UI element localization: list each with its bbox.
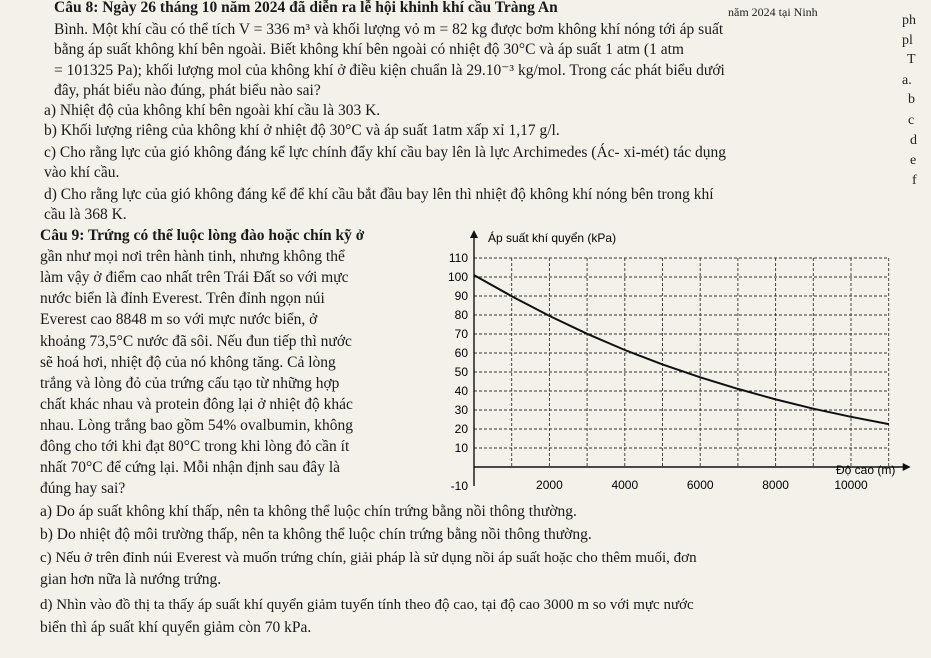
q9-option-d-cont: biển thì áp suất khí quyển giảm còn 70 kPa.: [40, 619, 312, 636]
y-tick-label: 110: [448, 251, 468, 265]
q8-line-3: = 101325 Pa); khối lượng mol của không khí ở điều kiện chuẩn là 29.10⁻³ kg/mol. Trong các phát biểu dưới: [54, 62, 725, 79]
q8-line-2: bằng áp suất không khí bên ngoài. Biết không khí bên ngoài có nhiệt độ 30°C và áp suất 1 atm (1 atm: [54, 41, 684, 58]
edge-letter: T: [907, 52, 916, 67]
edge-top-fragment: năm 2024 tại Ninh: [728, 5, 818, 19]
y-tick-label: 70: [454, 327, 468, 341]
x-axis-arrow: [903, 463, 911, 471]
q9-line-10: đông cho tới khi đạt 80°C trong khi lòng đỏ cần ít: [40, 438, 350, 455]
q8-line-1: Bình. Một khí cầu có thể tích V = 336 m³ và khối lượng vỏ m = 82 kg được bơm không khí nóng tới áp suất: [54, 21, 724, 38]
q9-line-11: nhất 70°C để cứng lại. Mỗi nhận định sau đây là: [40, 459, 341, 476]
y-tick-label: 50: [454, 365, 468, 379]
y-tick-label: 40: [454, 384, 468, 398]
q9-line-9: nhau. Lòng trắng bao gồm 54% ovalbumin, không: [40, 417, 353, 434]
q9-line-2: làm vậy ở điểm cao nhất trên Trái Đất so với mực: [40, 269, 349, 286]
q9-line-6: sẽ hoá hơi, nhiệt độ của nó không tăng. Cả lòng: [40, 354, 336, 371]
y-tick-label: 30: [454, 403, 468, 417]
edge-letter: ph: [902, 13, 916, 28]
q8-option-c-cont: vào khí cầu.: [44, 164, 120, 181]
x-tick-label: 2000: [536, 478, 563, 492]
x-tick-label: 8000: [762, 478, 789, 492]
chart-grid: [474, 258, 889, 467]
y-tick-label: 20: [454, 422, 468, 436]
edge-letter: a.: [902, 73, 912, 88]
q8-option-c: c) Cho rằng lực của gió không đáng kể lực chính đẩy khí cầu bay lên là lực Archimedes (Ác- xi-mét) tác dụng: [44, 144, 727, 161]
q9-line-8: chất khác nhau và protein đông lại ở nhiệt độ khác: [40, 396, 353, 413]
q8-option-d-cont: cầu là 368 K.: [44, 206, 127, 223]
chart-xlabel: Độ cao (m): [836, 463, 896, 477]
x-tick-label: 4000: [611, 478, 639, 492]
q9-option-d: d) Nhìn vào đồ thị ta thấy áp suất khí quyển giảm tuyến tính theo độ cao, tại độ cao 3000 m so với mực nước: [40, 597, 694, 613]
chart-ylabel: Áp suất khí quyển (kPa): [488, 231, 617, 245]
y-axis-arrow: [470, 230, 478, 238]
edge-letter: d: [910, 133, 917, 148]
pressure-altitude-chart: [438, 228, 918, 510]
q8-line-4: đây, phát biểu nào đúng, phát biểu nào sai?: [54, 82, 321, 99]
q8-option-d: d) Cho rằng lực của gió không đáng kể để khí cầu bắt đầu bay lên thì nhiệt độ không khí nóng bên trong khí: [44, 186, 714, 203]
edge-letter: pl: [902, 33, 913, 48]
q9-line-3: nước biển là đỉnh Everest. Trên đỉnh ngọn núi: [40, 290, 325, 307]
q9-line-0: Câu 9: Trứng có thể luộc lòng đào hoặc chín kỹ ở: [40, 227, 365, 244]
x-tick-label: 10000: [834, 478, 868, 492]
chart-series: [474, 275, 889, 424]
q9-option-b: b) Do nhiệt độ môi trường thấp, nên ta không thể luộc chín trứng bằng nồi thông thường.: [40, 526, 592, 543]
y-tick-label: 80: [454, 308, 468, 322]
q9-option-a: a) Do áp suất không khí thấp, nên ta không thể luộc chín trứng bằng nồi thông thường.: [40, 503, 577, 520]
edge-letter: c: [908, 113, 915, 128]
pressure-curve: [474, 275, 889, 424]
q8-line-0: Câu 8: Ngày 26 tháng 10 năm 2024 đã diễn ra lễ hội khinh khí cầu Tràng An: [54, 0, 558, 16]
q9-option-c-cont: gian hơn nữa là nướng trứng.: [40, 571, 222, 588]
q9-line-7: trắng và lòng đỏ của trứng cấu tạo từ những hợp: [40, 375, 340, 392]
q9-option-c: c) Nếu ở trên đỉnh núi Everest và muốn trứng chín, giải pháp là sử dụng nồi áp suất hoặc cho thêm muối, đơn: [40, 550, 697, 566]
y-tick-label: 100: [447, 270, 468, 284]
x-tick-label: 6000: [686, 478, 714, 492]
q9-line-5: khoảng 73,5°C nước đã sôi. Nếu đun tiếp thì nước: [40, 333, 352, 350]
q9-line-12: đúng hay sai?: [40, 480, 126, 497]
y-tick-label: 10: [454, 441, 468, 455]
q8-option-a: a) Nhiệt độ của không khí bên ngoài khí cầu là 303 K.: [44, 102, 381, 119]
y-tick-label: -10: [450, 479, 468, 493]
y-tick-label: 60: [454, 346, 468, 360]
q8-option-b: b) Khối lượng riêng của không khí ở nhiệt độ 30°C và áp suất 1atm xấp xỉ 1,17 g/l.: [44, 122, 560, 139]
q9-line-1: gần như mọi nơi trên hành tinh, nhưng không thể: [40, 248, 345, 265]
q9-line-4: Everest cao 8848 m so với mực nước biển, ở: [40, 311, 318, 328]
edge-letter: b: [908, 92, 915, 107]
edge-letter: f: [912, 173, 917, 188]
y-tick-label: 90: [454, 289, 468, 303]
edge-letter: e: [910, 153, 917, 168]
